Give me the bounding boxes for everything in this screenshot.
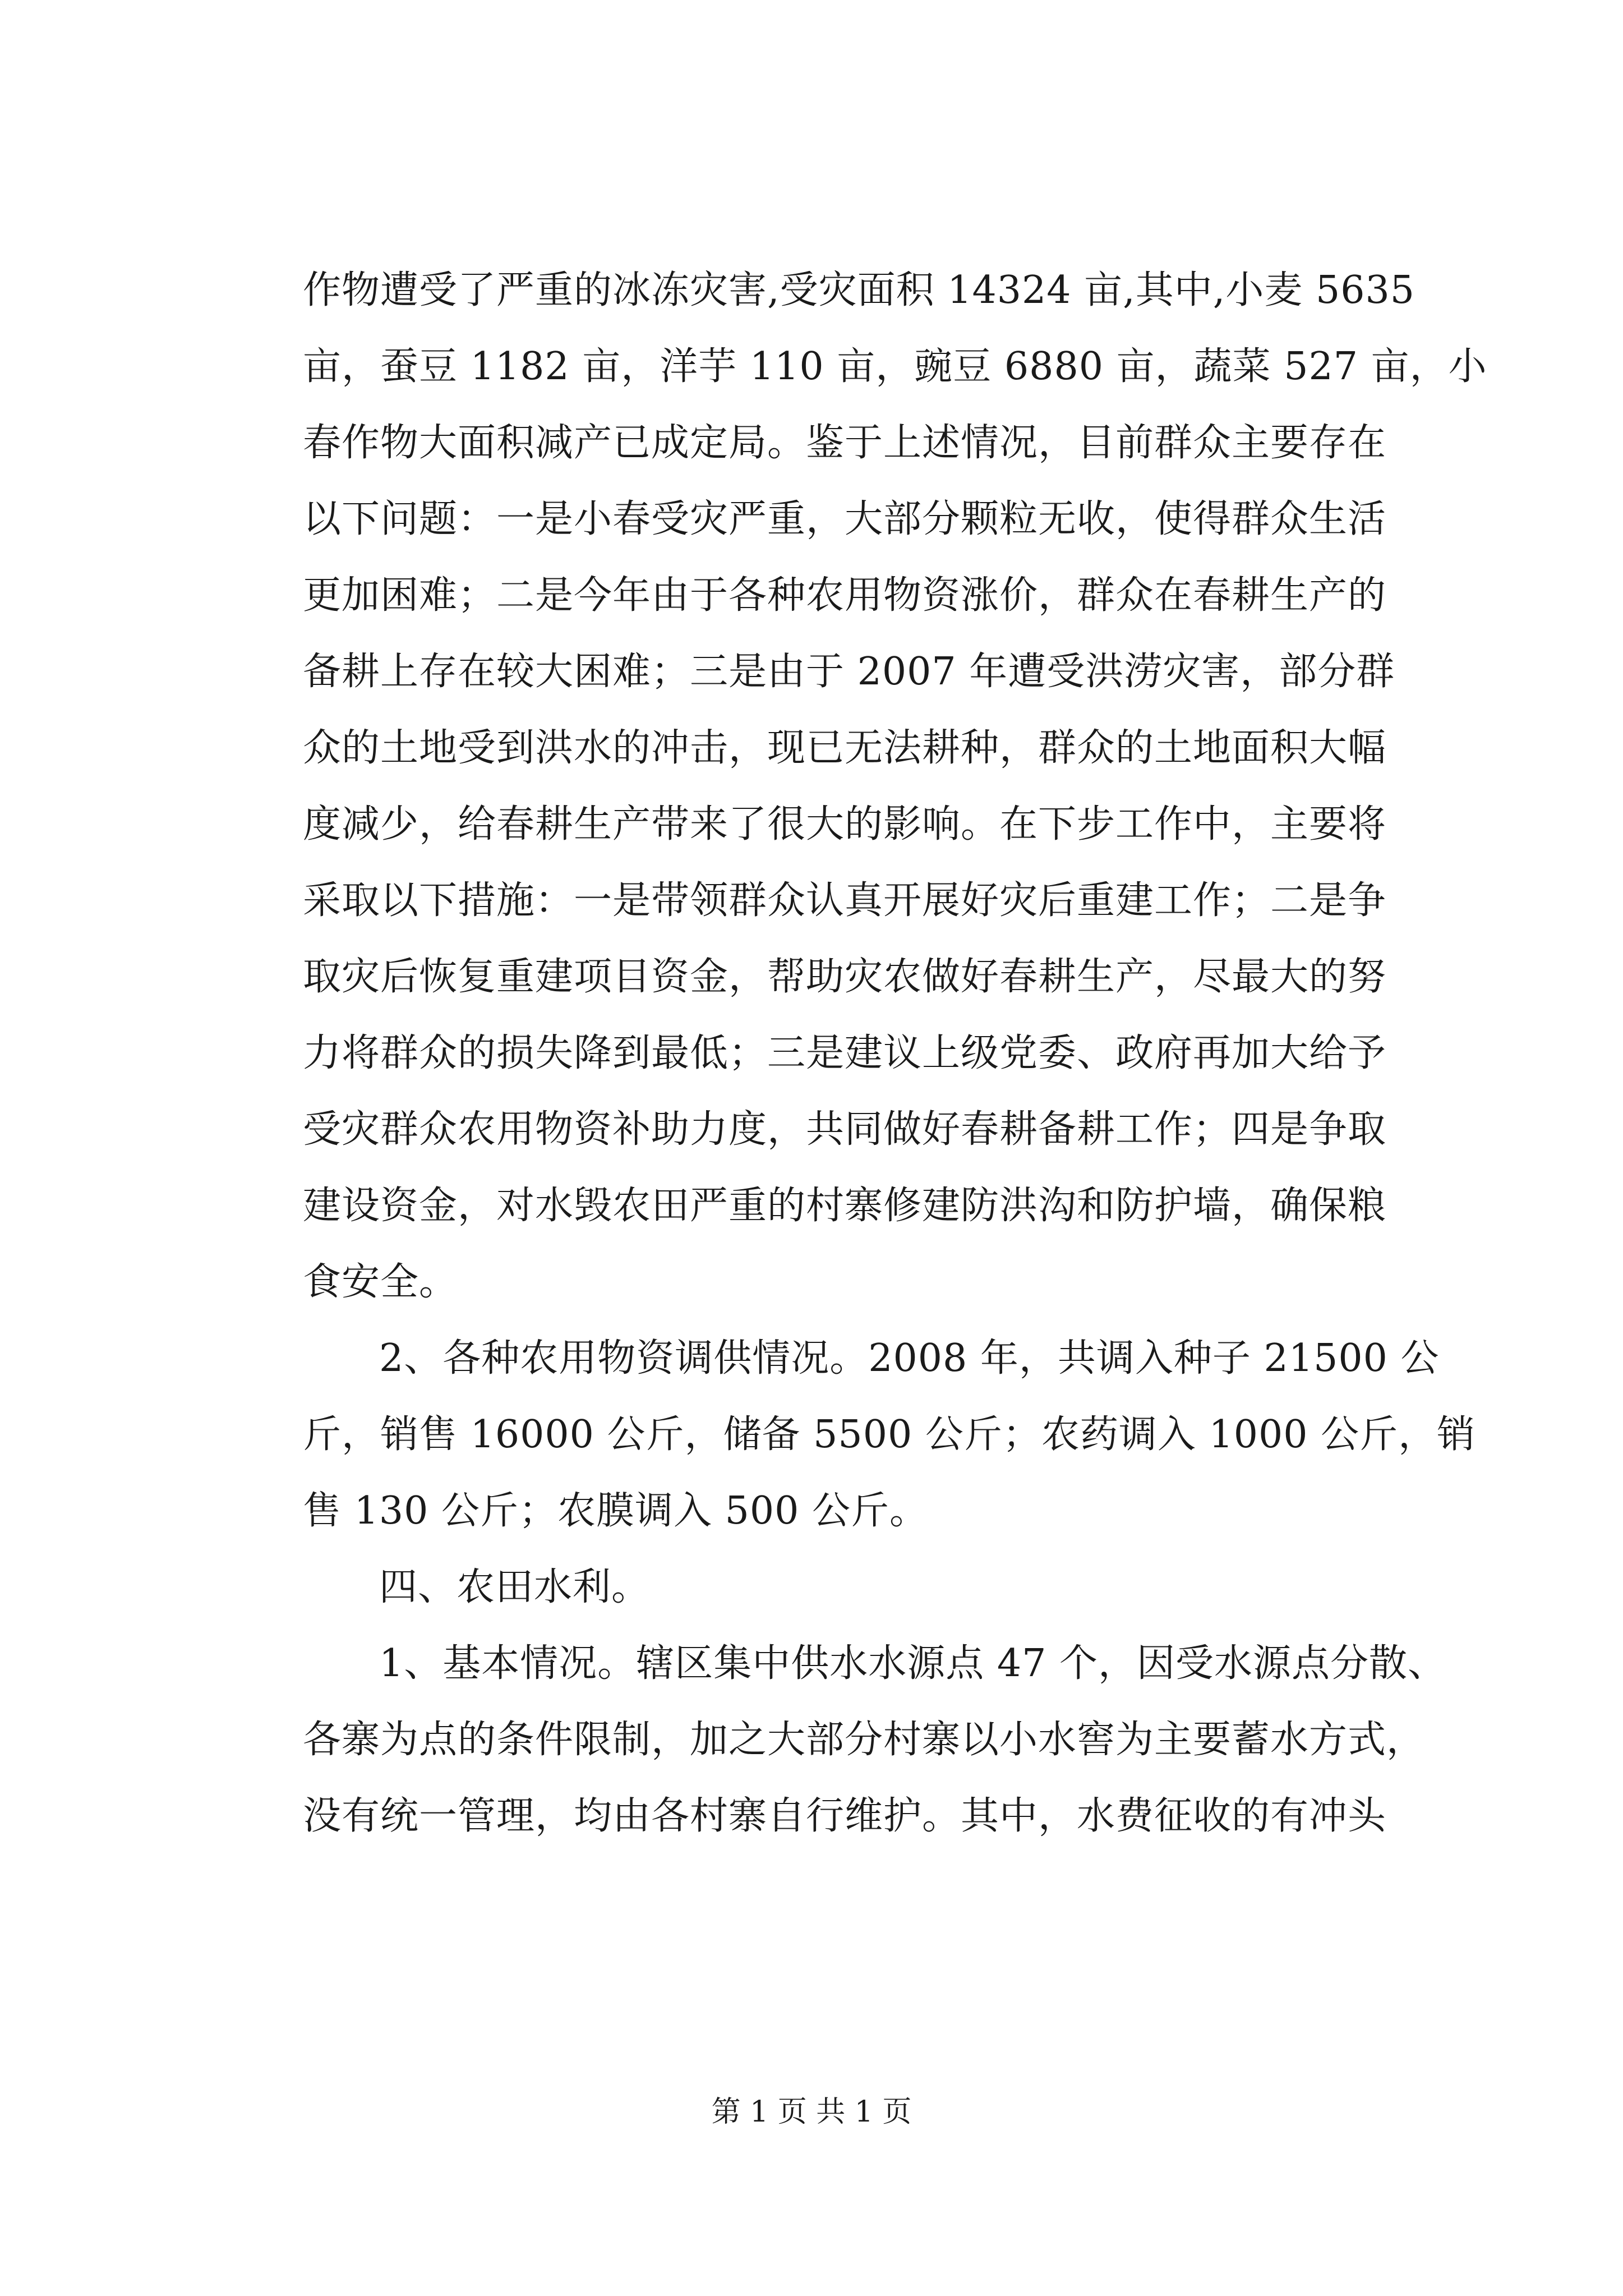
- paragraph-start-line: 1、基本情况。辖区集中供水水源点 47 个，因受水源点分散、: [379, 1641, 1447, 1686]
- text-line: 力将群众的损失降到最低；三是建议上级党委、政府再加大给予: [303, 1031, 1387, 1075]
- text-line: 采取以下措施：一是带领群众认真开展好灾后重建工作；二是争: [303, 878, 1387, 923]
- text-line: 众的土地受到洪水的冲击，现已无法耕种，群众的土地面积大幅: [303, 726, 1387, 770]
- text-line: 斤，销售 16000 公斤，储备 5500 公斤；农药调入 1000 公斤，销: [303, 1412, 1476, 1457]
- text-line: 亩，蚕豆 1182 亩，洋芋 110 亩，豌豆 6880 亩，蔬菜 527 亩，小: [303, 344, 1487, 389]
- page-footer: [0, 2092, 1623, 2132]
- text-line: 食安全。: [303, 1260, 458, 1304]
- text-line: 售 130 公斤；农膜调入 500 公斤。: [303, 1489, 929, 1533]
- document-body: [303, 264, 1487, 1866]
- text-line: 以下问题：一是小春受灾严重，大部分颗粒无收，使得群众生活: [303, 497, 1387, 541]
- section-heading: 四、农田水利。: [379, 1565, 651, 1609]
- text-line: 备耕上存在较大困难；三是由于 2007 年遭受洪涝灾害，部分群: [303, 650, 1395, 694]
- text-line: 度减少，给春耕生产带来了很大的影响。在下步工作中，主要将: [303, 802, 1387, 846]
- text-line: 春作物大面积减产已成定局。鉴于上述情况，目前群众主要存在: [303, 421, 1387, 465]
- text-line: 更加困难；二是今年由于各种农用物资涨价，群众在春耕生产的: [303, 573, 1387, 618]
- text-line: 作物遭受了严重的冰冻灾害,受灾面积 14324 亩,其中,小麦 5635: [303, 268, 1415, 312]
- page-number-label: 第 1 页 共 1 页: [711, 2095, 912, 2129]
- text-line: 没有统一管理，均由各村寨自行维护。其中，水费征收的有冲头: [303, 1794, 1387, 1838]
- paragraph-start-line: 2、各种农用物资调供情况。2008 年，共调入种子 21500 公: [379, 1336, 1440, 1381]
- text-line: 取灾后恢复重建项目资金，帮助灾农做好春耕生产，尽最大的努: [303, 955, 1387, 999]
- text-line: 建设资金，对水毁农田严重的村寨修建防洪沟和防护墙，确保粮: [303, 1184, 1387, 1228]
- text-line: 受灾群众农用物资补助力度，共同做好春耕备耕工作；四是争取: [303, 1107, 1387, 1152]
- text-line: 各寨为点的条件限制，加之大部分村寨以小水窖为主要蓄水方式，: [303, 1718, 1426, 1762]
